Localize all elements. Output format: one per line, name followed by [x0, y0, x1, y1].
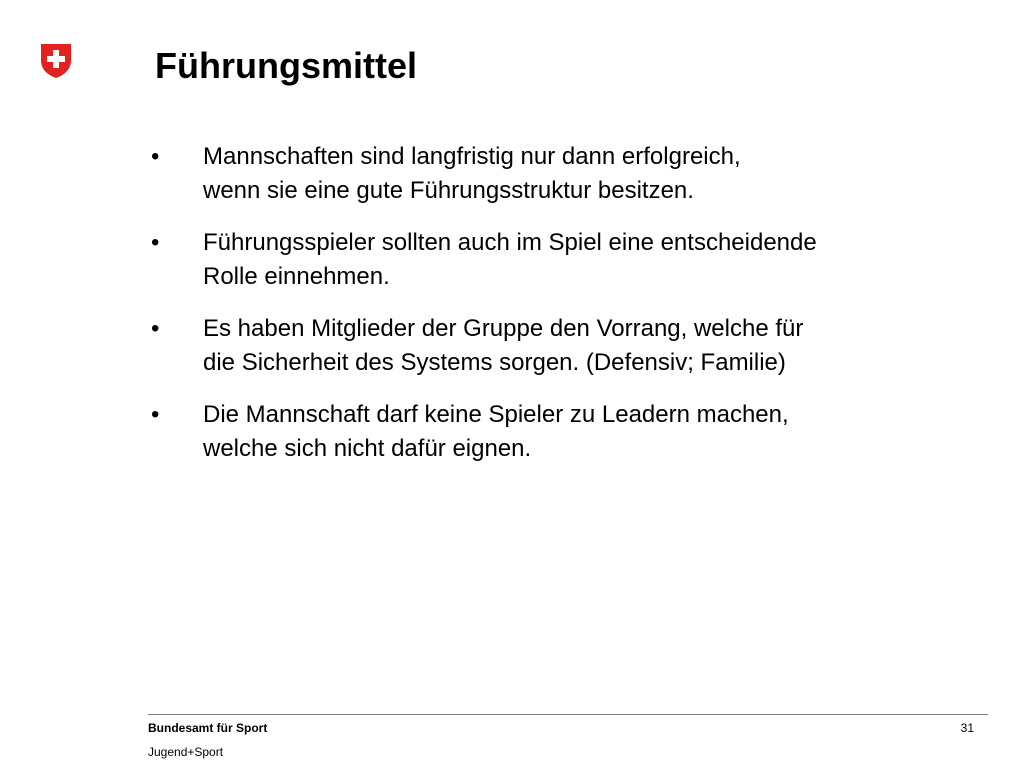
swiss-cross-shield-icon [40, 43, 72, 79]
slide-title: Führungsmittel [155, 45, 417, 86]
bullet-text-line: wenn sie eine gute Führungsstruktur besitzen. [203, 177, 694, 204]
bullet-item [148, 226, 958, 294]
footer-program: Jugend+Sport [148, 745, 224, 759]
footer-divider [148, 714, 988, 715]
bullet-marker: • [151, 229, 160, 256]
bullet-item [148, 398, 958, 466]
bullet-text-line: Rolle einnehmen. [203, 263, 390, 290]
bullet-marker: • [151, 315, 160, 342]
footer-organization: Bundesamt für Sport [148, 721, 268, 735]
bullet-text-line: welche sich nicht dafür eignen. [203, 435, 532, 462]
bullet-text-line: Es haben Mitglieder der Gruppe den Vorrang, welche für [203, 315, 804, 342]
bullet-item [148, 312, 958, 380]
bullet-marker: • [151, 401, 160, 428]
bullet-list [148, 140, 958, 484]
bullet-marker: • [151, 143, 160, 170]
bullet-text-line: Führungsspieler sollten auch im Spiel eine entscheidende [203, 229, 817, 256]
page-number: 31 [960, 721, 974, 735]
bullet-text-line: Mannschaften sind langfristig nur dann erfolgreich, [203, 143, 741, 170]
bullet-item [148, 140, 958, 208]
bullet-text-line: Die Mannschaft darf keine Spieler zu Leadern machen, [203, 401, 789, 428]
bullet-text-line: die Sicherheit des Systems sorgen. (Defensiv; Familie) [203, 349, 786, 376]
